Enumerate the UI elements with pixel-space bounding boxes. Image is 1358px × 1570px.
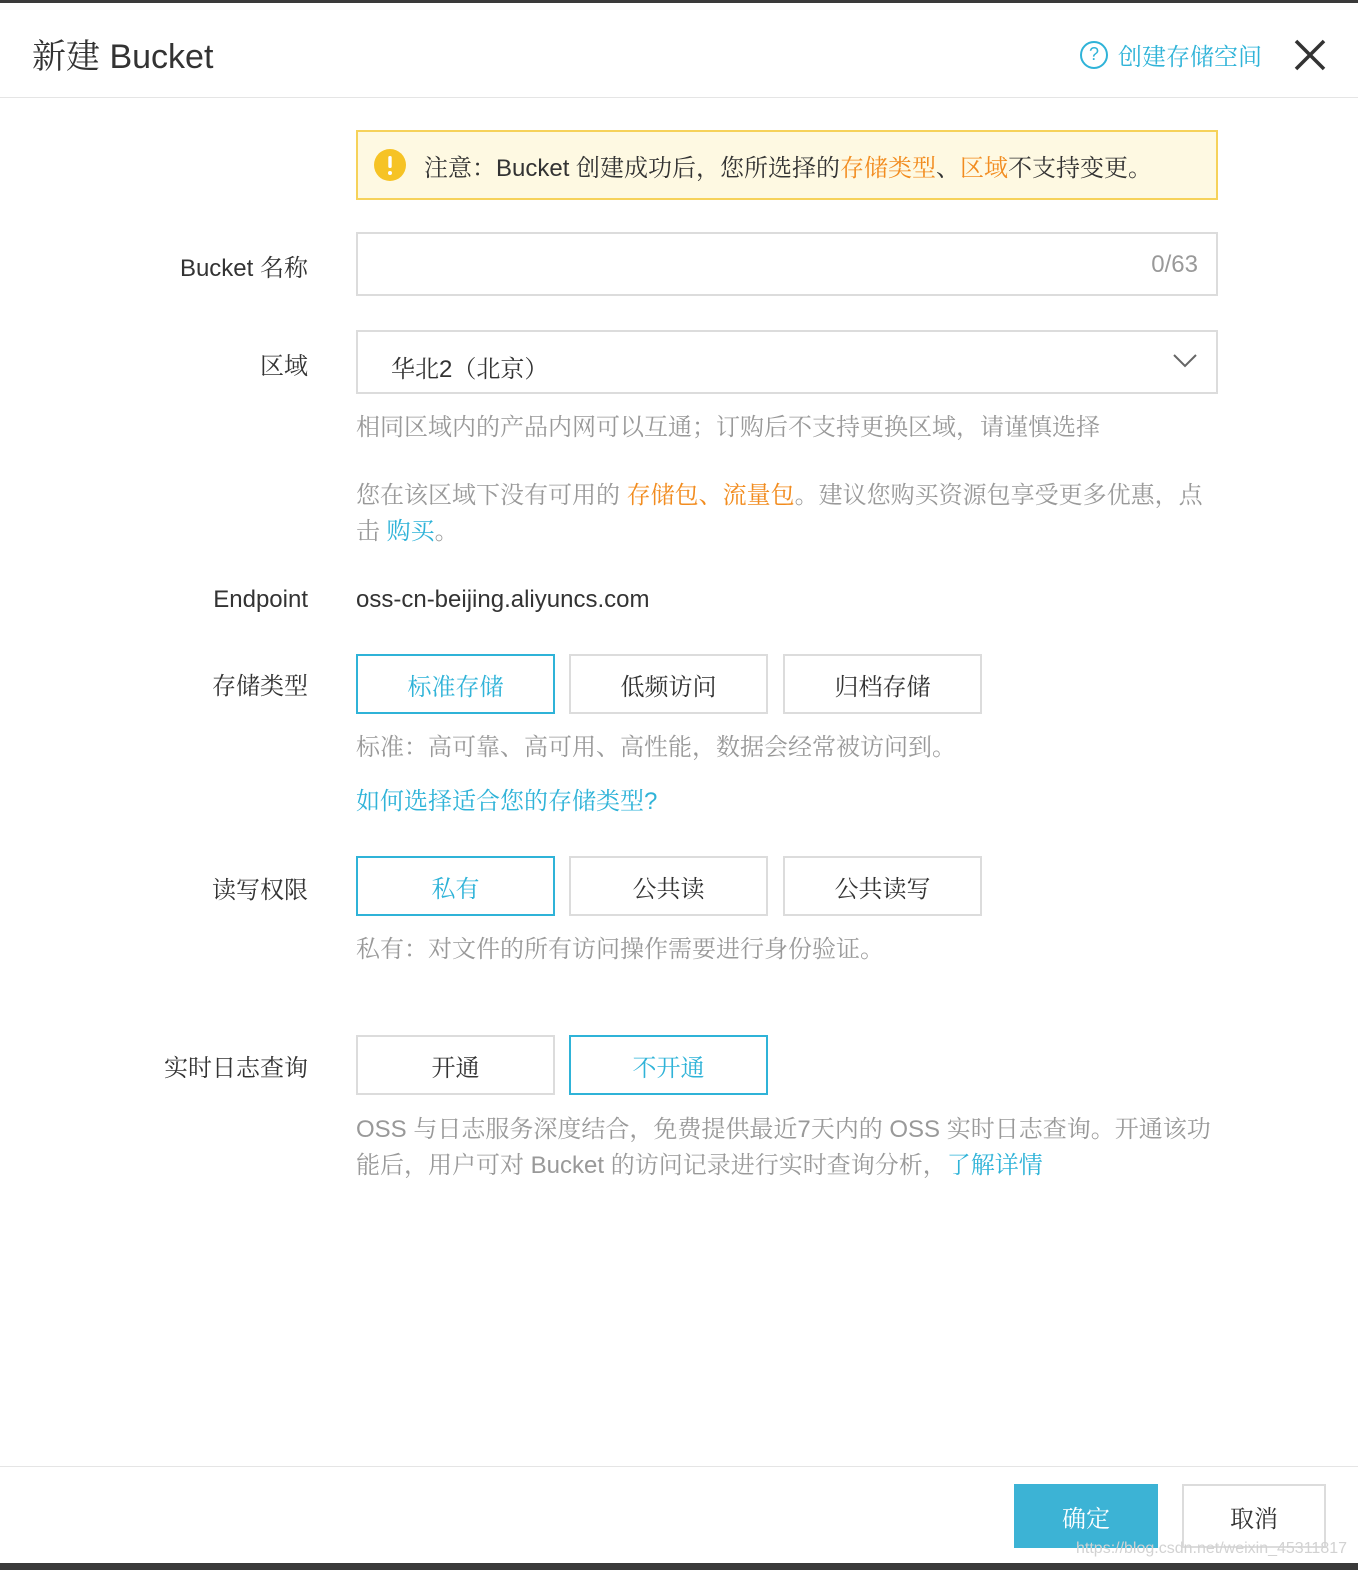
realtime-log-details-link[interactable]: 了解详情 [946, 1152, 1043, 1179]
acl-help: 私有：对文件的所有访问操作需要进行身份验证。 [356, 936, 884, 963]
region-package-end: 。 [434, 518, 459, 545]
storage-class-infrequent[interactable]: 低频访问 [569, 654, 768, 714]
notice-prefix: 注意：Bucket 创建成功后，您所选择的 [424, 154, 841, 182]
package-sep: 、 [698, 482, 723, 509]
warning-icon [374, 149, 406, 181]
notice-highlight-storage-class: 存储类型 [840, 154, 937, 182]
window-bottom-border [0, 1563, 1358, 1570]
notice-banner [356, 130, 1218, 200]
dialog-title: 新建 Bucket [32, 38, 214, 76]
region-package-help-line1 [356, 478, 1218, 514]
endpoint-value: oss-cn-beijing.aliyuncs.com [356, 586, 650, 613]
region-package-line2-prefix: 击 [356, 518, 387, 545]
realtime-log-help [356, 1112, 1226, 1184]
realtime-log-help-line1: OSS 与日志服务深度结合，免费提供最近7天内的 OSS 实时日志查询。开通该功 [356, 1116, 1211, 1143]
region-help: 相同区域内的产品内网可以互通；订购后不支持更换区域，请谨慎选择 [356, 414, 1100, 441]
storage-package-link[interactable]: 存储包 [626, 482, 699, 509]
confirm-button[interactable]: 确定 [1014, 1484, 1158, 1548]
region-package-help [356, 478, 1218, 550]
region-package-mid: 。建议您购买资源包享受更多优惠，点 [794, 482, 1203, 509]
acl-public-read-write[interactable]: 公共读写 [783, 856, 982, 916]
region-label: 区域 [260, 353, 308, 380]
traffic-package-link[interactable]: 流量包 [722, 482, 795, 509]
bucket-name-label: Bucket 名称 [179, 255, 308, 282]
notice-suffix: 不支持变更。 [1008, 154, 1153, 182]
acl-public-read[interactable]: 公共读 [569, 856, 768, 916]
acl-private[interactable]: 私有 [356, 856, 555, 916]
watermark: https://blog.csdn.net/weixin_45311817 [1076, 1540, 1348, 1557]
storage-class-label: 存储类型 [212, 673, 308, 700]
storage-class-archive[interactable]: 归档存储 [783, 654, 982, 714]
buy-link[interactable]: 购买 [386, 518, 435, 545]
storage-class-help: 标准：高可靠、高可用、高性能，数据会经常被访问到。 [356, 734, 956, 761]
realtime-log-help-line2 [356, 1148, 1226, 1184]
realtime-log-enable[interactable]: 开通 [356, 1035, 555, 1095]
notice-text [424, 148, 1152, 183]
region-select[interactable] [356, 330, 1218, 394]
notice-sep: 、 [936, 154, 961, 182]
region-package-prefix: 您在该区域下没有可用的 [356, 482, 627, 509]
cancel-button[interactable]: 取消 [1182, 1484, 1326, 1548]
realtime-log-help-text: 能后，用户可对 Bucket 的访问记录进行实时查询分析， [356, 1152, 947, 1179]
storage-class-guide-link[interactable]: 如何选择适合您的存储类型? [356, 788, 658, 815]
region-selected-value: 华北2（北京） [391, 356, 549, 383]
endpoint-label: Endpoint [213, 586, 308, 613]
close-icon[interactable] [1290, 35, 1330, 75]
notice-highlight-region: 区域 [960, 154, 1009, 182]
create-bucket-help-link[interactable] [1080, 37, 1262, 72]
region-package-help-line2 [356, 514, 1218, 550]
dialog-header [0, 3, 1358, 98]
realtime-log-label: 实时日志查询 [164, 1055, 308, 1082]
chevron-down-icon [1172, 352, 1198, 370]
help-link-label: 创建存储空间 [1118, 44, 1262, 71]
acl-label: 读写权限 [212, 877, 308, 904]
realtime-log-disable[interactable]: 不开通 [569, 1035, 768, 1095]
bucket-name-input[interactable] [356, 232, 1218, 296]
bucket-name-counter: 0/63 [1151, 251, 1198, 278]
storage-class-standard[interactable]: 标准存储 [356, 654, 555, 714]
question-circle-icon: ? [1080, 41, 1108, 69]
